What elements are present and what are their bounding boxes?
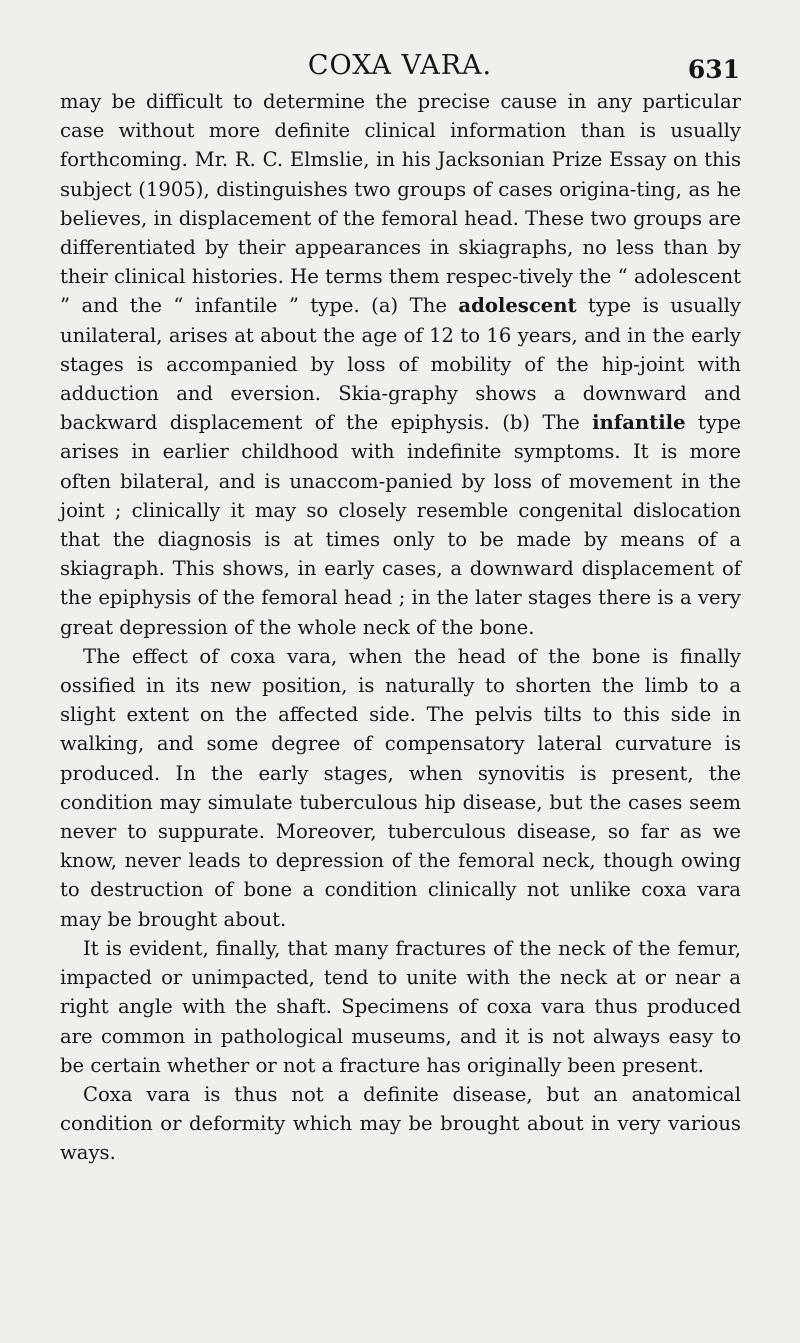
paragraph-text: type arises in earlier childhood with indefinite symptoms. It is more often bilateral, and is unaccom-panied by loss of movement in the joint ; clinically it may so closely resemble congenital dislocation that the diagnosis is at times only to be made by means of a skiagraph. This shows, in early cases, a downward displacement of the epiphysis of the femoral head ; in the later stages there is a very great depression of the whole neck of the bone. <box>60 411 741 639</box>
infantile-term: infantile <box>592 411 686 435</box>
paragraph-4 <box>60 1080 741 1168</box>
paragraph-text: type is usually unilateral, arises at about the age of 12 to 16 years, and in the early stages is accompanied by loss of mobility of the hip-joint with adduction and eversion. Skia-graphy shows a downward and backward displacement of the epiphysis. (b) The <box>60 294 741 435</box>
paragraph-text: It is evident, finally, that many fractures of the neck of the femur, impacted or unimpacted, tend to unite with the neck at or near a right angle with the shaft. Specimens of coxa vara thus produced are common in pathological museums, and it is not always easy to be certain whether or not a fracture has originally been present. <box>60 936 741 1077</box>
paragraph-text: may be difficult to determine the precise cause in any particular case without more definite clinical information than is usually forthcoming. Mr. R. C. Elmslie, in his Jacksonian Prize Essay on this subject (1905), distinguishes two groups of cases origina-ting, as he believes, in displacement of the femoral head. These two groups are differentiated by their appearances in skiagraphs, no less than by their clinical histories. He terms them respec-tively the “ adolescent ” and the “ infantile ” type. (a) The <box>60 90 741 318</box>
paragraph-text: The effect of coxa vara, when the head of the bone is finally ossified in its new position, is naturally to shorten the limb to a slight extent on the affected side. The pelvis tilts to this side in walking, and some degree of compensatory lateral curvature is produced. In the early stages, when synovitis is present, the condition may simulate tuberculous hip disease, but the cases seem never to suppurate. Moreover, tuberculous disease, so far as we know, never leads to depression of the femoral neck, though owing to destruction of bone a condition clinically not unlike coxa vara may be brought about. <box>60 644 741 931</box>
running-head <box>60 50 740 90</box>
paragraph-3 <box>60 934 741 1080</box>
body-text <box>60 87 741 1168</box>
adolescent-term: adolescent <box>458 294 577 318</box>
paragraph-1 <box>60 87 741 642</box>
page-title: COXA VARA. <box>307 50 493 81</box>
paragraph-2 <box>60 642 741 934</box>
paragraph-text: Coxa vara is thus not a definite disease, but an anatomical condition or deformity which may be brought about in very various ways. <box>60 1082 741 1165</box>
page-number: 631 <box>687 55 740 84</box>
